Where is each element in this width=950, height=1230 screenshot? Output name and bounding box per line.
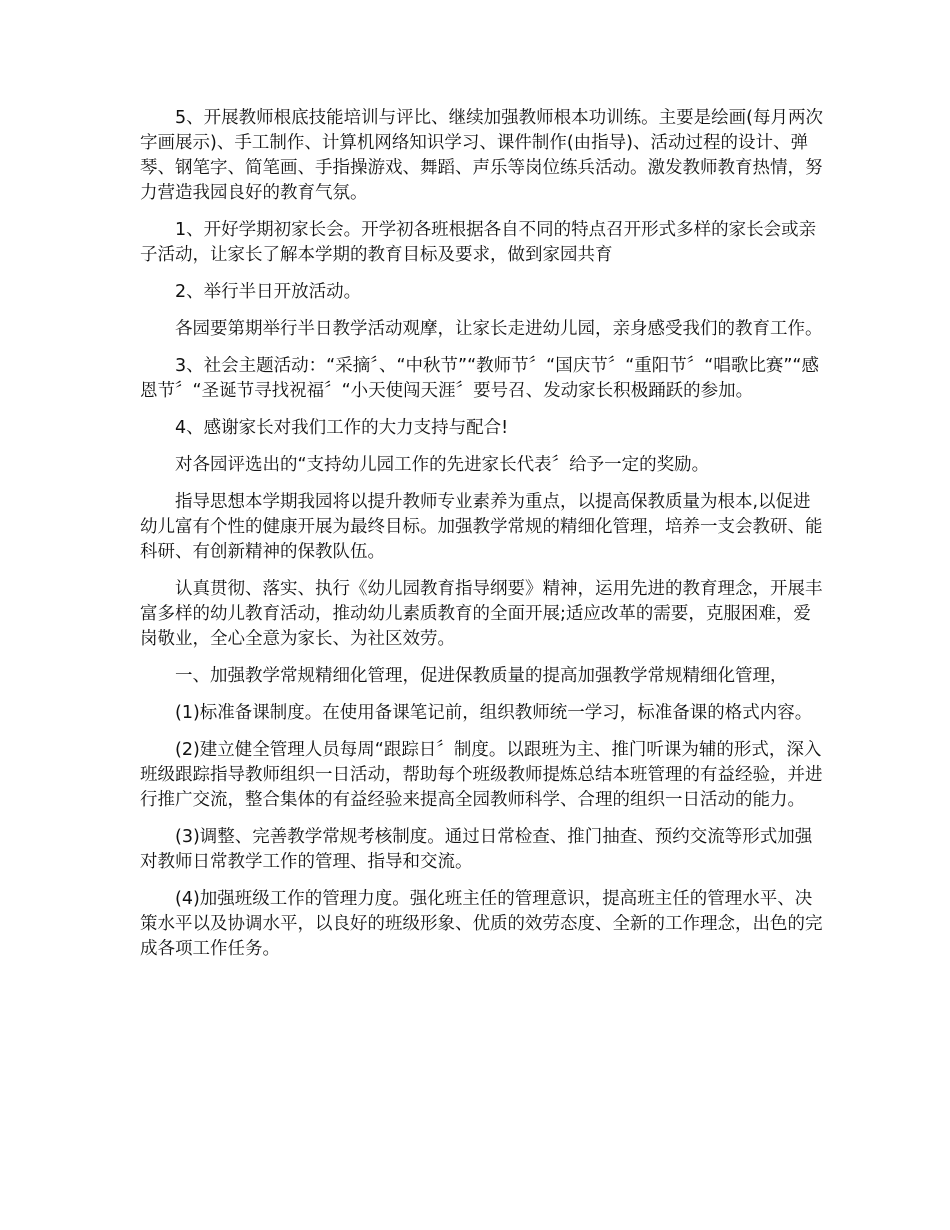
document-page xyxy=(140,106,825,974)
paragraph-item-4: (4)加强班级工作的管理力度。强化班主任的管理意识，提高班主任的管理水平、决策水平以及协调水平，以良好的班级形象、优质的效劳态度、全新的工作理念，出色的完成各项工作任务。 xyxy=(140,889,823,959)
paragraph-thanks-parents: 4、感谢家长对我们工作的大力支持与配合! xyxy=(175,418,509,438)
paragraph-item-3: (3)调整、完善教学常规考核制度。通过日常检查、推门抽查、预约交流等形式加强对教师日常教学工作的管理、指导和交流。 xyxy=(140,827,813,872)
paragraph-open-day: 2、举行半日开放活动。 xyxy=(175,282,362,302)
paragraph-implement-guidelines: 认真贯彻、落实、执行《幼儿园教育指导纲要》精神，运用先进的教育理念，开展丰富多样的幼儿教育活动，推动幼儿素质教育的全面开展;适应改革的需要，克服困难，爱岗敬业，全心全意为家长、为社区效劳。 xyxy=(140,579,823,649)
paragraph-teacher-skills: 5、开展教师根底技能培训与评比、继续加强教师根本功训练。主要是绘画(每月两次字画展示)、手工制作、计算机网络知识学习、课件制作(由指导)、活动过程的设计、弹琴、钢笔字、简笔画、手指操游戏、舞蹈、声乐等岗位练兵活动。激发教师教育热情，努力营造我园良好的教育气氛。 xyxy=(140,108,823,203)
paragraph-guiding-ideology: 指导思想本学期我园将以提升教师专业素养为重点，以提高保教质量为根本,以促进幼儿富有个性的健康开展为最终目标。加强教学常规的精细化管理，培养一支会教研、能科研、有创新精神的保教队伍。 xyxy=(140,492,823,562)
paragraph-section-one-heading: 一、加强教学常规精细化管理，促进保教质量的提高加强教学常规精细化管理， xyxy=(175,666,788,686)
paragraph-theme-activities: 3、社会主题活动：“采摘〞、“中秋节”“教师节〞“国庆节〞“重阳节〞“唱歌比赛”“感恩节〞“圣诞节寻找祝福〞“小天使闯天涯〞要号召、发动家长积极踊跃的参加。 xyxy=(140,356,819,401)
paragraph-observation: 各园要第期举行半日教学活动观摩，让家长走进幼儿园，亲身感受我们的教育工作。 xyxy=(175,319,823,339)
paragraph-parent-award: 对各园评选出的“支持幼儿园工作的先进家长代表〞给予一定的奖励。 xyxy=(175,455,710,475)
paragraph-parent-meeting: 1、开好学期初家长会。开学初各班根据各自不同的特点召开形式多样的家长会或亲子活动，让家长了解本学期的教育目标及要求，做到家园共育 xyxy=(140,220,817,265)
paragraph-item-2: (2)建立健全管理人员每周“跟踪日〞制度。以跟班为主、推门听课为辅的形式，深入班级跟踪指导教师组织一日活动，帮助每个班级教师提炼总结本班管理的有益经验，并进行推广交流，整合集体的有益经验来提高全园教师科学、合理的组织一日活动的能力。 xyxy=(140,740,823,810)
paragraph-item-1: (1)标准备课制度。在使用备课笔记前，组织教师统一学习，标准备课的格式内容。 xyxy=(175,703,813,723)
